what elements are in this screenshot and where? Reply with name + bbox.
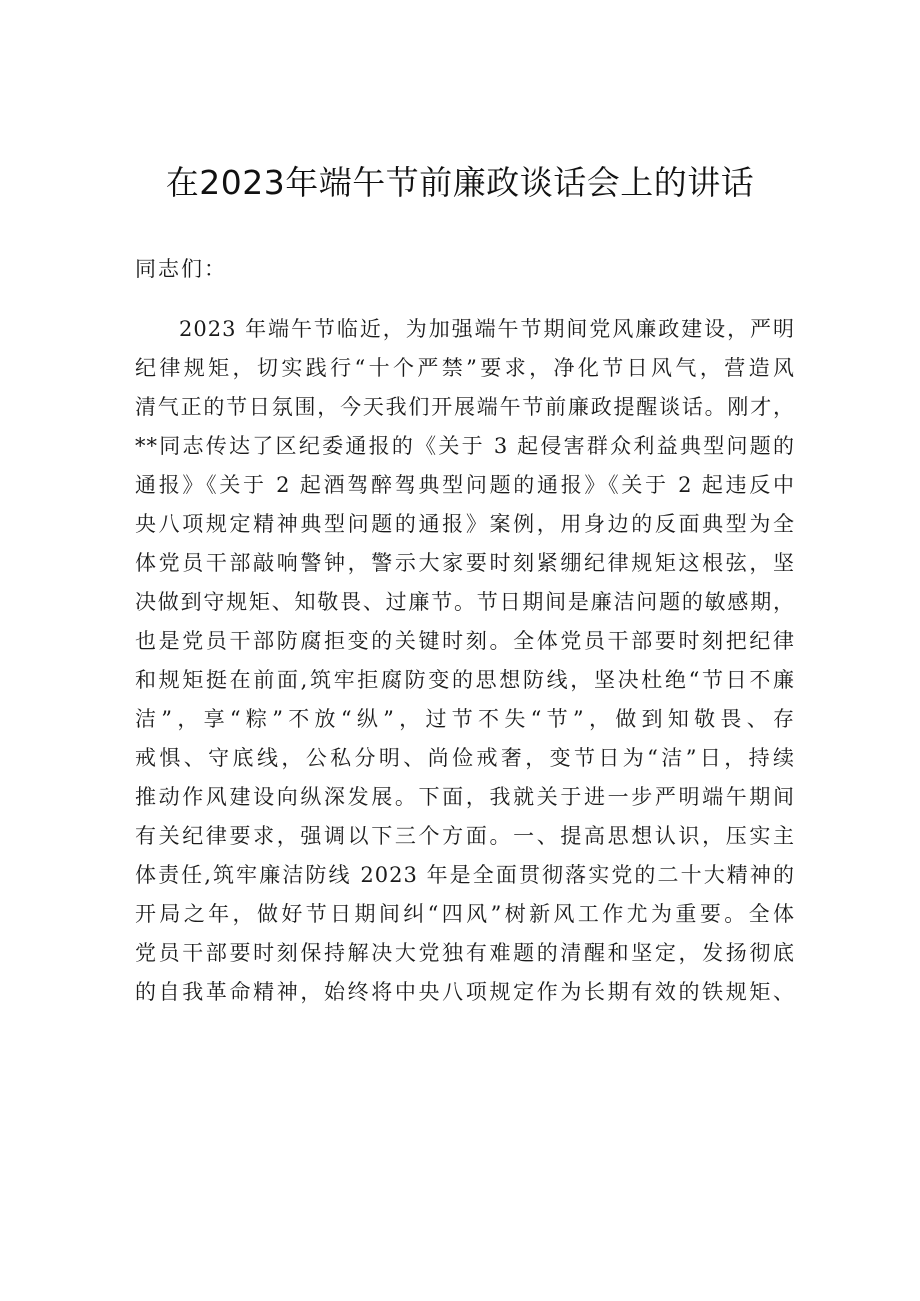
paragraph-line: 戒惧、守底线，公私分明、尚俭戒奢，变节日为“洁”日，持续 bbox=[135, 746, 795, 770]
paragraph-line: 体党员干部敲响警钟，警示大家要时刻紧绷纪律规矩这根弦，坚 bbox=[135, 551, 795, 575]
paragraph-line: 洁”，享“粽”不放“纵”，过节不失“节”，做到知敬畏、存 bbox=[135, 707, 795, 731]
paragraph-line: 和规矩挺在前面,筑牢拒腐防变的思想防线，坚决杜绝“节日不廉 bbox=[135, 668, 795, 692]
paragraph-line: 纪律规矩，切实践行“十个严禁”要求，净化节日风气，营造风 bbox=[135, 356, 795, 380]
paragraph-line: 通报》《关于 2 起酒驾醉驾典型问题的通报》《关于 2 起违反中 bbox=[135, 473, 795, 497]
paragraph-line: 决做到守规矩、知敬畏、过廉节。节日期间是廉洁问题的敏感期， bbox=[135, 590, 795, 614]
paragraph-line: 体责任,筑牢廉洁防线 2023 年是全面贯彻落实党的二十大精神的 bbox=[135, 863, 795, 887]
greeting: 同志们： bbox=[135, 257, 227, 281]
paragraph-line: 有关纪律要求，强调以下三个方面。一、提高思想认识，压实主 bbox=[135, 824, 795, 848]
paragraph-line: 开局之年，做好节日期间纠“四风”树新风工作尤为重要。全体 bbox=[135, 902, 795, 926]
paragraph-line: 党员干部要时刻保持解决大党独有难题的清醒和坚定，发扬彻底 bbox=[135, 941, 795, 965]
body-paragraph bbox=[135, 310, 795, 1012]
paragraph-line: 也是党员干部防腐拒变的关键时刻。全体党员干部要时刻把纪律 bbox=[135, 629, 795, 653]
paragraph-line: 的自我革命精神，始终将中央八项规定作为长期有效的铁规矩、 bbox=[135, 980, 795, 1004]
paragraph-line: 推动作风建设向纵深发展。下面，我就关于进一步严明端午期间 bbox=[135, 785, 795, 809]
paragraph-line: 央八项规定精神典型问题的通报》案例，用身边的反面典型为全 bbox=[135, 512, 795, 536]
paragraph-line: 清气正的节日氛围，今天我们开展端午节前廉政提醒谈话。刚才， bbox=[135, 395, 795, 419]
paragraph-line: 2023 年端午节临近，为加强端午节期间党风廉政建设，严明 bbox=[179, 317, 795, 341]
document-title: 在2023年端午节前廉政谈话会上的讲话 bbox=[165, 163, 755, 203]
paragraph-line: **同志传达了区纪委通报的《关于 3 起侵害群众利益典型问题的 bbox=[135, 434, 795, 458]
